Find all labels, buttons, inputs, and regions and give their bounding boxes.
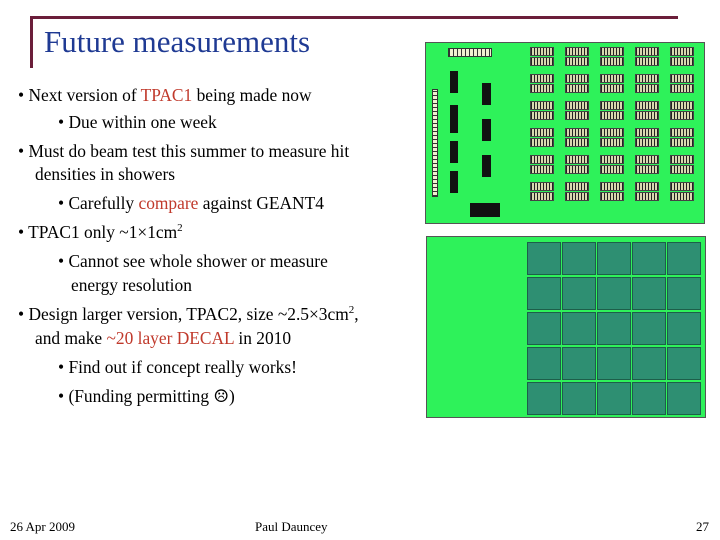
bullet-text: TPAC1 only ~1×1cm	[28, 222, 178, 242]
readout-chip	[670, 138, 694, 147]
bullet-marker: •	[18, 141, 25, 161]
bullet-marker: •	[18, 304, 25, 324]
superscript: 2	[348, 304, 355, 317]
sensor-pad	[562, 277, 596, 310]
readout-chip	[565, 57, 589, 66]
readout-chip	[530, 165, 554, 174]
bullet-continuation: densities in showers	[35, 164, 176, 184]
sensor-pad	[632, 382, 666, 415]
readout-chip	[530, 101, 554, 110]
bullet-continuation: energy resolution	[71, 275, 192, 295]
readout-chip	[600, 182, 624, 191]
readout-chip	[635, 155, 659, 164]
sensor-pad	[527, 347, 561, 380]
readout-chip	[600, 165, 624, 174]
black-component	[450, 141, 458, 163]
readout-chip	[530, 57, 554, 66]
readout-chip	[530, 84, 554, 93]
sensor-pad	[597, 382, 631, 415]
title-frame-left	[30, 16, 33, 68]
tpac-pcb-image	[425, 42, 705, 224]
sensor-pad	[597, 347, 631, 380]
sensor-pad	[597, 312, 631, 345]
black-component	[450, 105, 458, 133]
sensor-pad	[667, 242, 701, 275]
bullet-marker: •	[18, 222, 25, 242]
black-component	[482, 83, 491, 105]
readout-chip	[635, 47, 659, 56]
readout-chip	[600, 47, 624, 56]
readout-chip	[565, 182, 589, 191]
readout-chip	[600, 138, 624, 147]
bullet-marker: •	[18, 85, 25, 105]
highlight-text: compare	[138, 193, 199, 213]
readout-chip	[565, 138, 589, 147]
bullet-text: ,	[354, 304, 359, 324]
readout-chip	[530, 155, 554, 164]
bullet-marker: •	[58, 386, 65, 406]
readout-chip	[635, 101, 659, 110]
sensor-pad	[562, 347, 596, 380]
readout-chip	[600, 57, 624, 66]
bullet-text: being made now	[192, 85, 312, 105]
readout-chip	[530, 192, 554, 201]
readout-chip	[670, 84, 694, 93]
sensor-pad	[667, 382, 701, 415]
sensor-pad	[632, 277, 666, 310]
readout-chip	[565, 111, 589, 120]
readout-chip	[600, 84, 624, 93]
readout-chip	[635, 138, 659, 147]
footer-page-number: 27	[696, 519, 709, 534]
black-component	[482, 119, 491, 141]
sensor-pad	[562, 382, 596, 415]
bullet-text: Cannot see whole shower or measure	[68, 251, 328, 271]
readout-chip	[635, 74, 659, 83]
readout-chip	[565, 192, 589, 201]
footer-author: Paul Dauncey	[255, 519, 328, 534]
sub-bullet-item	[58, 111, 217, 135]
title-frame-top	[30, 16, 678, 19]
black-component	[450, 71, 458, 93]
bullet-text: in 2010	[234, 328, 292, 348]
readout-chip	[670, 165, 694, 174]
sensor-pad	[527, 382, 561, 415]
bullet-text: Must do beam test this summer to measure hit	[28, 141, 350, 161]
readout-chip	[530, 138, 554, 147]
readout-chip	[565, 84, 589, 93]
bullet-text: (Funding permitting	[68, 386, 214, 406]
bullet-item	[18, 84, 312, 108]
sub-bullet-item	[58, 356, 297, 380]
bullet-marker: •	[58, 193, 65, 213]
readout-chip	[565, 155, 589, 164]
bullet-text: Due within one week	[68, 112, 217, 132]
readout-chip	[670, 155, 694, 164]
readout-chip	[530, 111, 554, 120]
bullet-marker: •	[58, 251, 65, 271]
readout-chip	[670, 128, 694, 137]
sub-bullet-item	[58, 385, 235, 409]
readout-chip	[635, 111, 659, 120]
readout-chip	[565, 128, 589, 137]
sensor-pad	[667, 277, 701, 310]
readout-chip	[600, 74, 624, 83]
readout-chip	[635, 128, 659, 137]
readout-chip	[600, 111, 624, 120]
readout-chip	[530, 182, 554, 191]
black-component	[470, 203, 500, 217]
sub-bullet-item	[58, 250, 328, 274]
readout-chip	[670, 74, 694, 83]
readout-chip	[565, 165, 589, 174]
bullet-text: Design larger version, TPAC2, size ~2.5×3cm	[28, 304, 349, 324]
readout-chip	[600, 192, 624, 201]
readout-chip	[635, 84, 659, 93]
black-component	[450, 171, 458, 193]
bullet-text: )	[228, 386, 235, 406]
black-component	[482, 155, 491, 177]
readout-chip	[530, 47, 554, 56]
sensor-pad	[632, 347, 666, 380]
header-connector	[448, 48, 492, 57]
bullet-item	[18, 303, 359, 327]
side-connector	[432, 89, 438, 197]
readout-chip	[635, 182, 659, 191]
footer-date: 26 Apr 2009	[10, 519, 75, 534]
sensor-pad	[667, 312, 701, 345]
readout-chip	[565, 74, 589, 83]
sensor-pad	[562, 242, 596, 275]
readout-chip	[600, 128, 624, 137]
highlight-text: ~20 layer DECAL	[106, 328, 235, 348]
sensor-pad	[527, 242, 561, 275]
sensor-pad	[597, 277, 631, 310]
bullet-continuation	[35, 327, 291, 351]
readout-chip	[530, 128, 554, 137]
sensor-pad	[632, 242, 666, 275]
sensor-pad	[527, 312, 561, 345]
readout-chip	[670, 182, 694, 191]
bullet-text: against GEANT4	[198, 193, 324, 213]
readout-chip	[635, 57, 659, 66]
bullet-text: Carefully	[68, 193, 139, 213]
superscript: 2	[177, 222, 183, 235]
bullet-text: Find out if concept really works!	[68, 357, 297, 377]
readout-chip	[530, 74, 554, 83]
sensor-pad	[632, 312, 666, 345]
readout-chip	[635, 192, 659, 201]
bullet-text: Next version of	[28, 85, 141, 105]
bullet-item	[18, 140, 349, 164]
readout-chip	[635, 165, 659, 174]
sensor-pad	[597, 242, 631, 275]
tpac-pad-grid-image	[426, 236, 706, 418]
sub-bullet-item	[58, 192, 324, 216]
bullet-marker: •	[58, 112, 65, 132]
readout-chip	[670, 57, 694, 66]
sensor-pad	[562, 312, 596, 345]
frown-icon: ☹	[213, 386, 229, 406]
readout-chip	[670, 192, 694, 201]
slide-title: Future measurements	[44, 24, 311, 59]
bullet-item	[18, 221, 183, 245]
readout-chip	[565, 47, 589, 56]
readout-chip	[670, 47, 694, 56]
readout-chip	[670, 111, 694, 120]
sensor-pad	[527, 277, 561, 310]
readout-chip	[600, 155, 624, 164]
bullet-text: and make	[35, 328, 107, 348]
readout-chip	[600, 101, 624, 110]
readout-chip	[670, 101, 694, 110]
highlight-text: TPAC1	[140, 85, 193, 105]
bullet-marker: •	[58, 357, 65, 377]
readout-chip	[565, 101, 589, 110]
sensor-pad	[667, 347, 701, 380]
